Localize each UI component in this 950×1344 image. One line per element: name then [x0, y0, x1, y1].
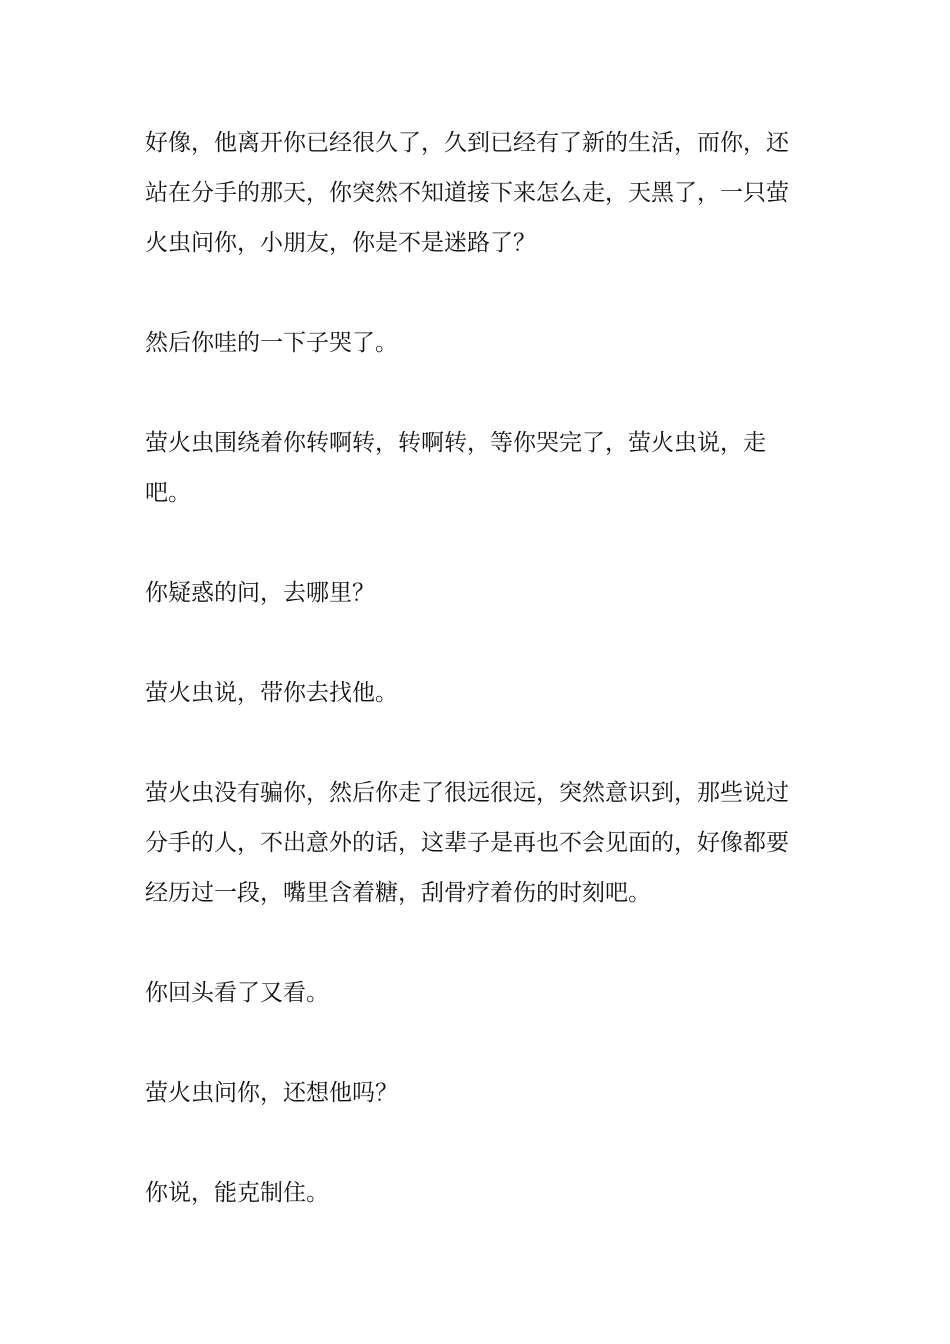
paragraph: 好像，他离开你已经很久了，久到已经有了新的生活，而你，还站在分手的那天，你突然不知道接下来怎么走，天黑了，一只萤火虫问你，小朋友，你是不是迷路了？: [145, 130, 789, 256]
document-body: [145, 118, 810, 1268]
paragraph: 萤火虫没有骗你，然后你走了很远很远，突然意识到，那些说过分手的人，不出意外的话，这辈子是再也不会见面的，好像都要经历过一段，嘴里含着糖，刮骨疗着伤的时刻吧。: [145, 780, 789, 906]
paragraph: 然后你哇的一下子哭了。: [145, 330, 398, 356]
paragraph: 你说，能克制住。: [145, 1180, 329, 1206]
paragraph: 萤火虫问你，还想他吗？: [145, 1080, 398, 1106]
paragraph: 萤火虫围绕着你转啊转，转啊转，等你哭完了，萤火虫说，走吧。: [145, 430, 766, 506]
paragraph: 萤火虫说，带你去找他。: [145, 680, 398, 706]
paragraph: 你疑惑的问，去哪里？: [145, 580, 375, 606]
paragraph: 你回头看了又看。: [145, 980, 329, 1006]
